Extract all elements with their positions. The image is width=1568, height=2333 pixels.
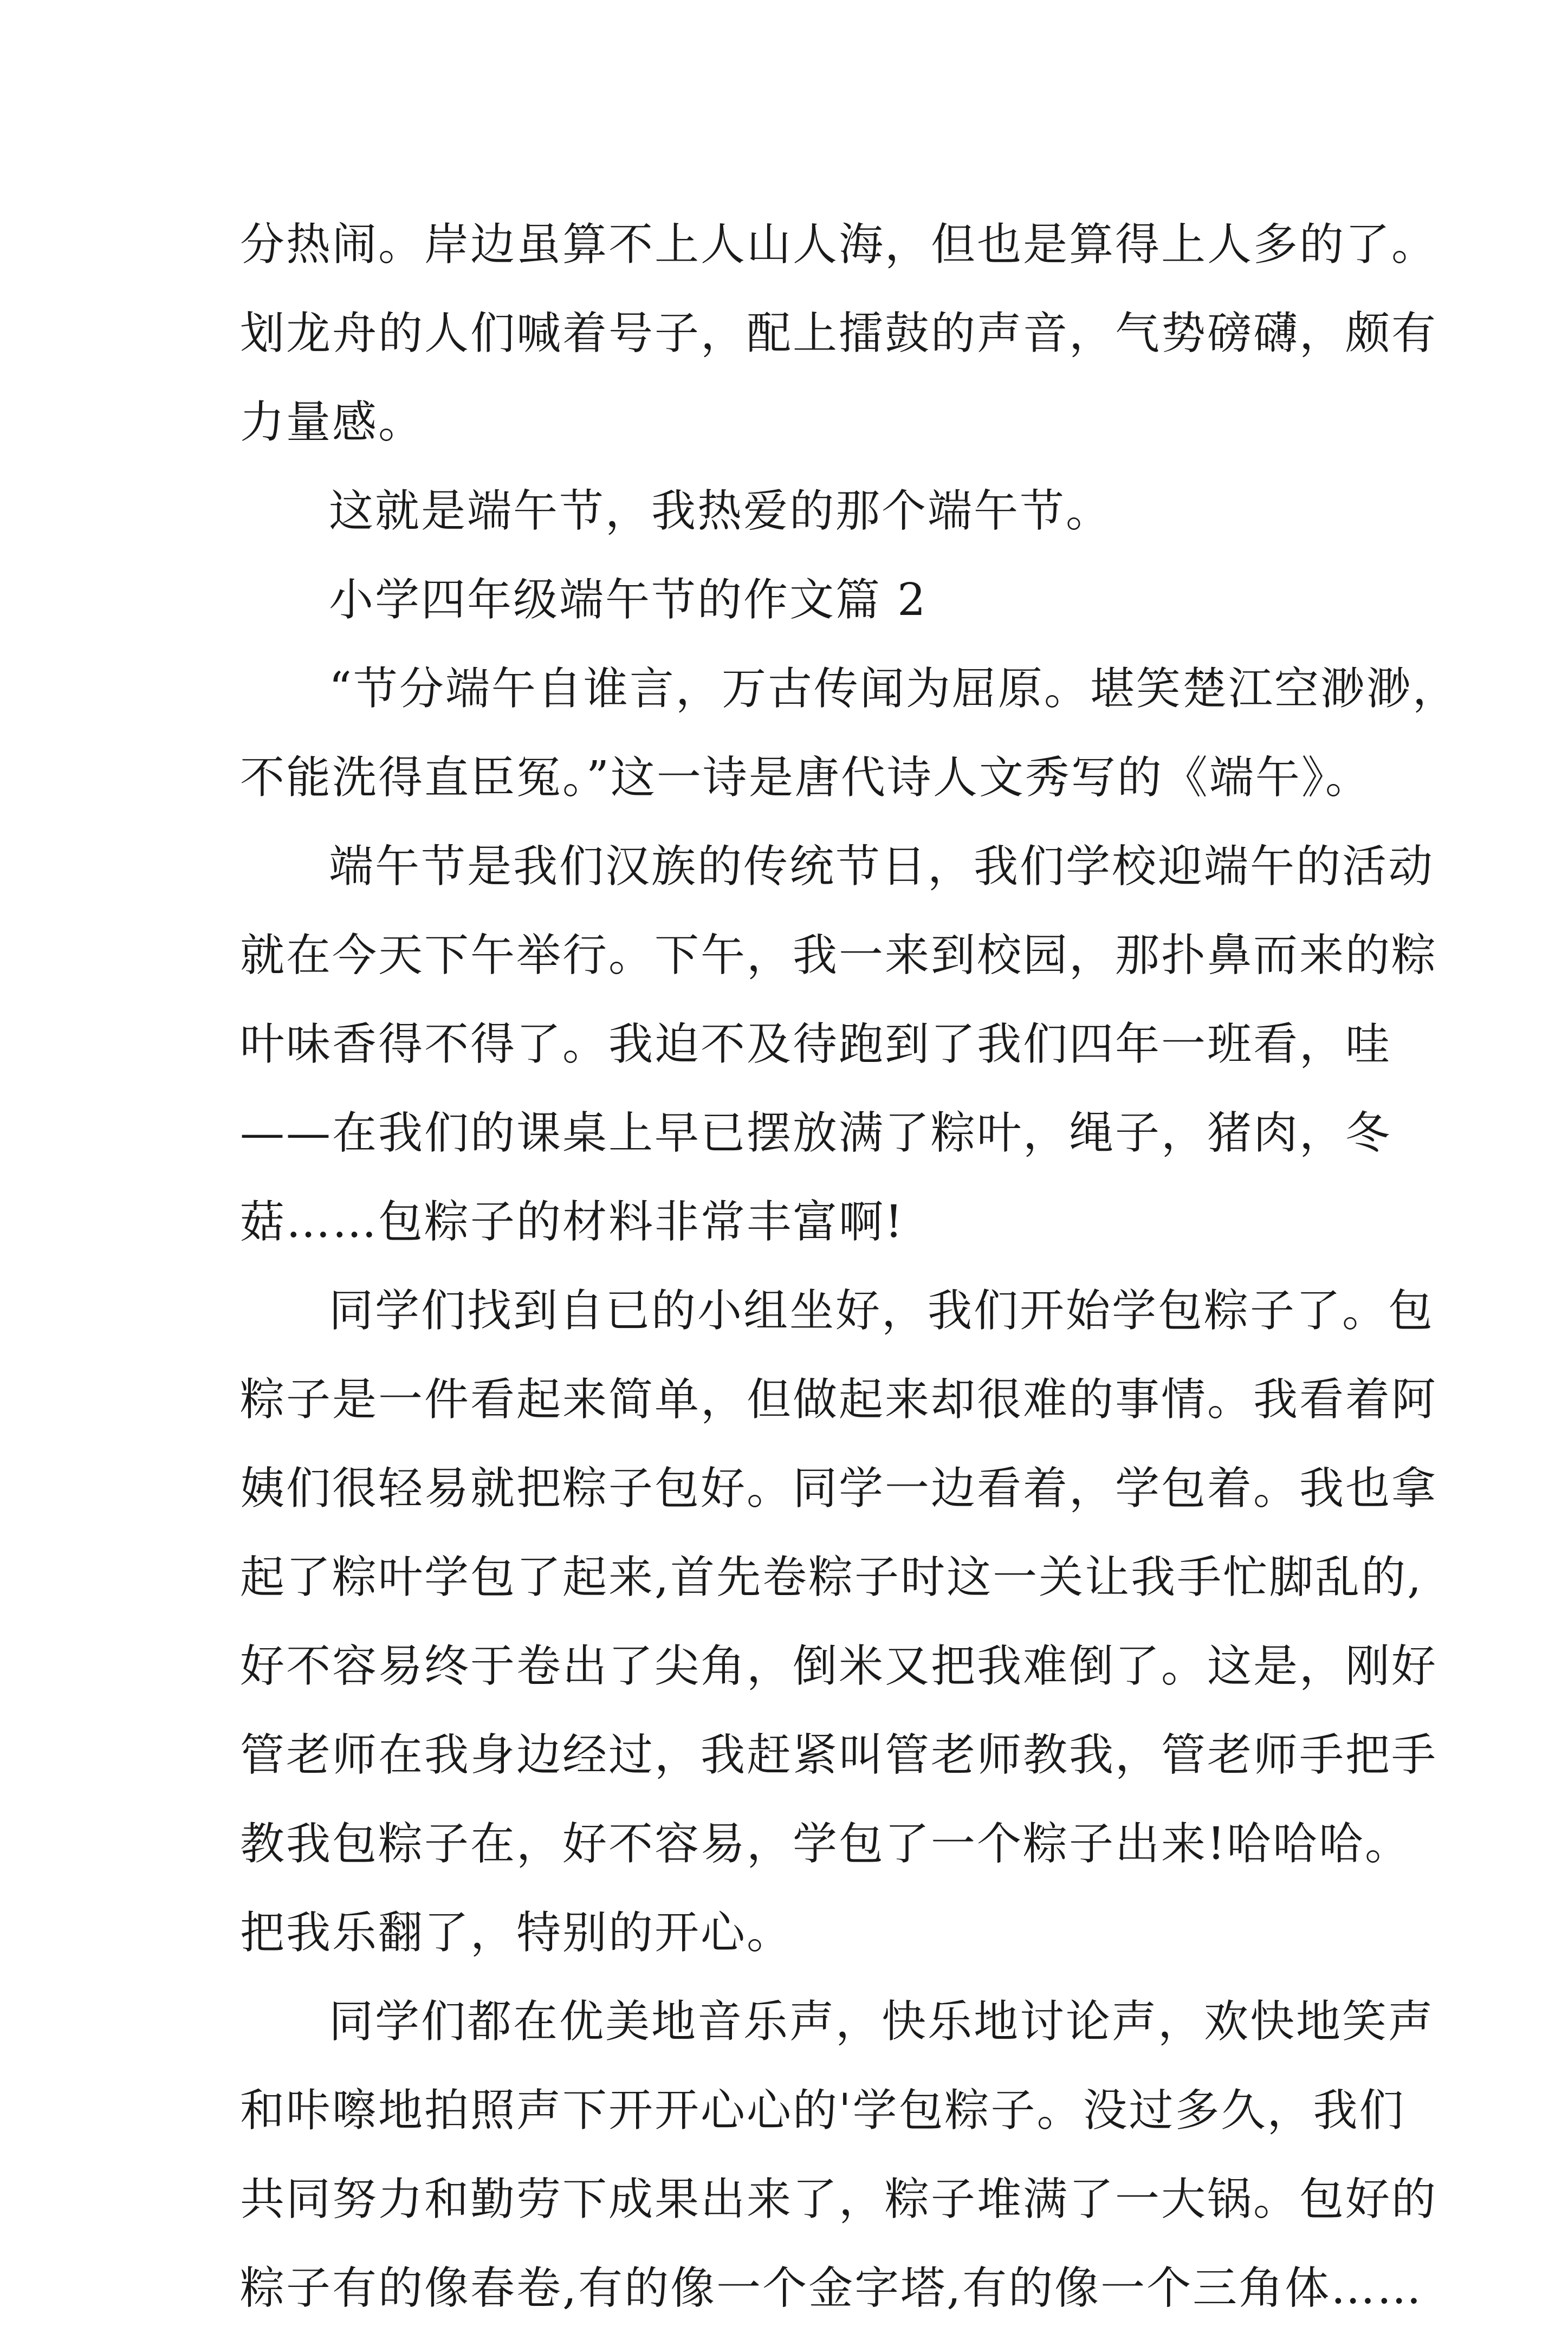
paragraph-first-line: “节分端午自谁言，万古传闻为屈原。堪笑楚江空渺渺，: [329, 663, 1459, 715]
text-line: 分热闹。岸边虽算不上人山人海，但也是算得上人多的了。: [240, 219, 1438, 270]
text-line: 把我乐翻了，特别的开心。: [240, 1907, 793, 1959]
text-line: 叶味香得不得了。我迫不及待跑到了我们四年一班看，哇: [240, 1019, 1392, 1070]
paragraph-first-line: 同学们找到自已的小组坐好，我们开始学包粽子了。包: [329, 1285, 1435, 1337]
text-line: 不能洗得直臣冤。”这一诗是唐代诗人文秀写的《端午》。: [240, 752, 1371, 803]
text-line: 划龙舟的人们喊着号子，配上擂鼓的声音，气势磅礴，颇有: [240, 308, 1438, 359]
text-line: 力量感。: [240, 397, 425, 448]
text-line: 教我包粽子在，好不容易，学包了一个粽子出来!哈哈哈。: [240, 1818, 1411, 1870]
text-line: 姨们很轻易就把粽子包好。同学一边看着，学包着。我也拿: [240, 1463, 1438, 1514]
text-line: 好不容易终于卷出了尖角，倒米又把我难倒了。这是，刚好: [240, 1641, 1438, 1692]
text-line: 粽子是一件看起来简单，但做起来却很难的事情。我看着阿: [240, 1374, 1438, 1425]
text-line: 共同努力和勤劳下成果出来了，粽子堆满了一大锅。包好的: [240, 2174, 1438, 2225]
text-line: 就在今天下午举行。下午，我一来到校园，那扑鼻而来的粽: [240, 930, 1438, 981]
paragraph-first-line: 这就是端午节，我热爱的那个端午节。: [329, 485, 1112, 537]
text-line: 起了粽叶学包了起来,首先卷粽子时这一关让我手忙脚乱的,: [240, 1552, 1423, 1603]
paragraph-first-line: 同学们都在优美地音乐声，快乐地讨论声，欢快地笑声: [329, 1996, 1435, 2047]
text-line: ——在我们的课桌上早已摆放满了粽叶，绳子，猪肉，冬: [240, 1107, 1392, 1159]
section-heading: 小学四年级端午节的作文篇 2: [329, 574, 928, 626]
text-line: 和咔嚓地拍照声下开开心心的'学包粽子。没过多久，我们: [240, 2085, 1405, 2136]
text-line: 菇……包粽子的材料非常丰富啊!: [240, 1196, 904, 1248]
text-line: 管老师在我身边经过，我赶紧叫管老师教我，管老师手把手: [240, 1729, 1438, 1781]
paragraph-first-line: 端午节是我们汉族的传统节日，我们学校迎端午的活动: [329, 841, 1435, 892]
text-line: 粽子有的像春卷,有的像一个金字塔,有的像一个三角体……: [240, 2263, 1423, 2314]
essay-body: [240, 200, 1459, 2333]
